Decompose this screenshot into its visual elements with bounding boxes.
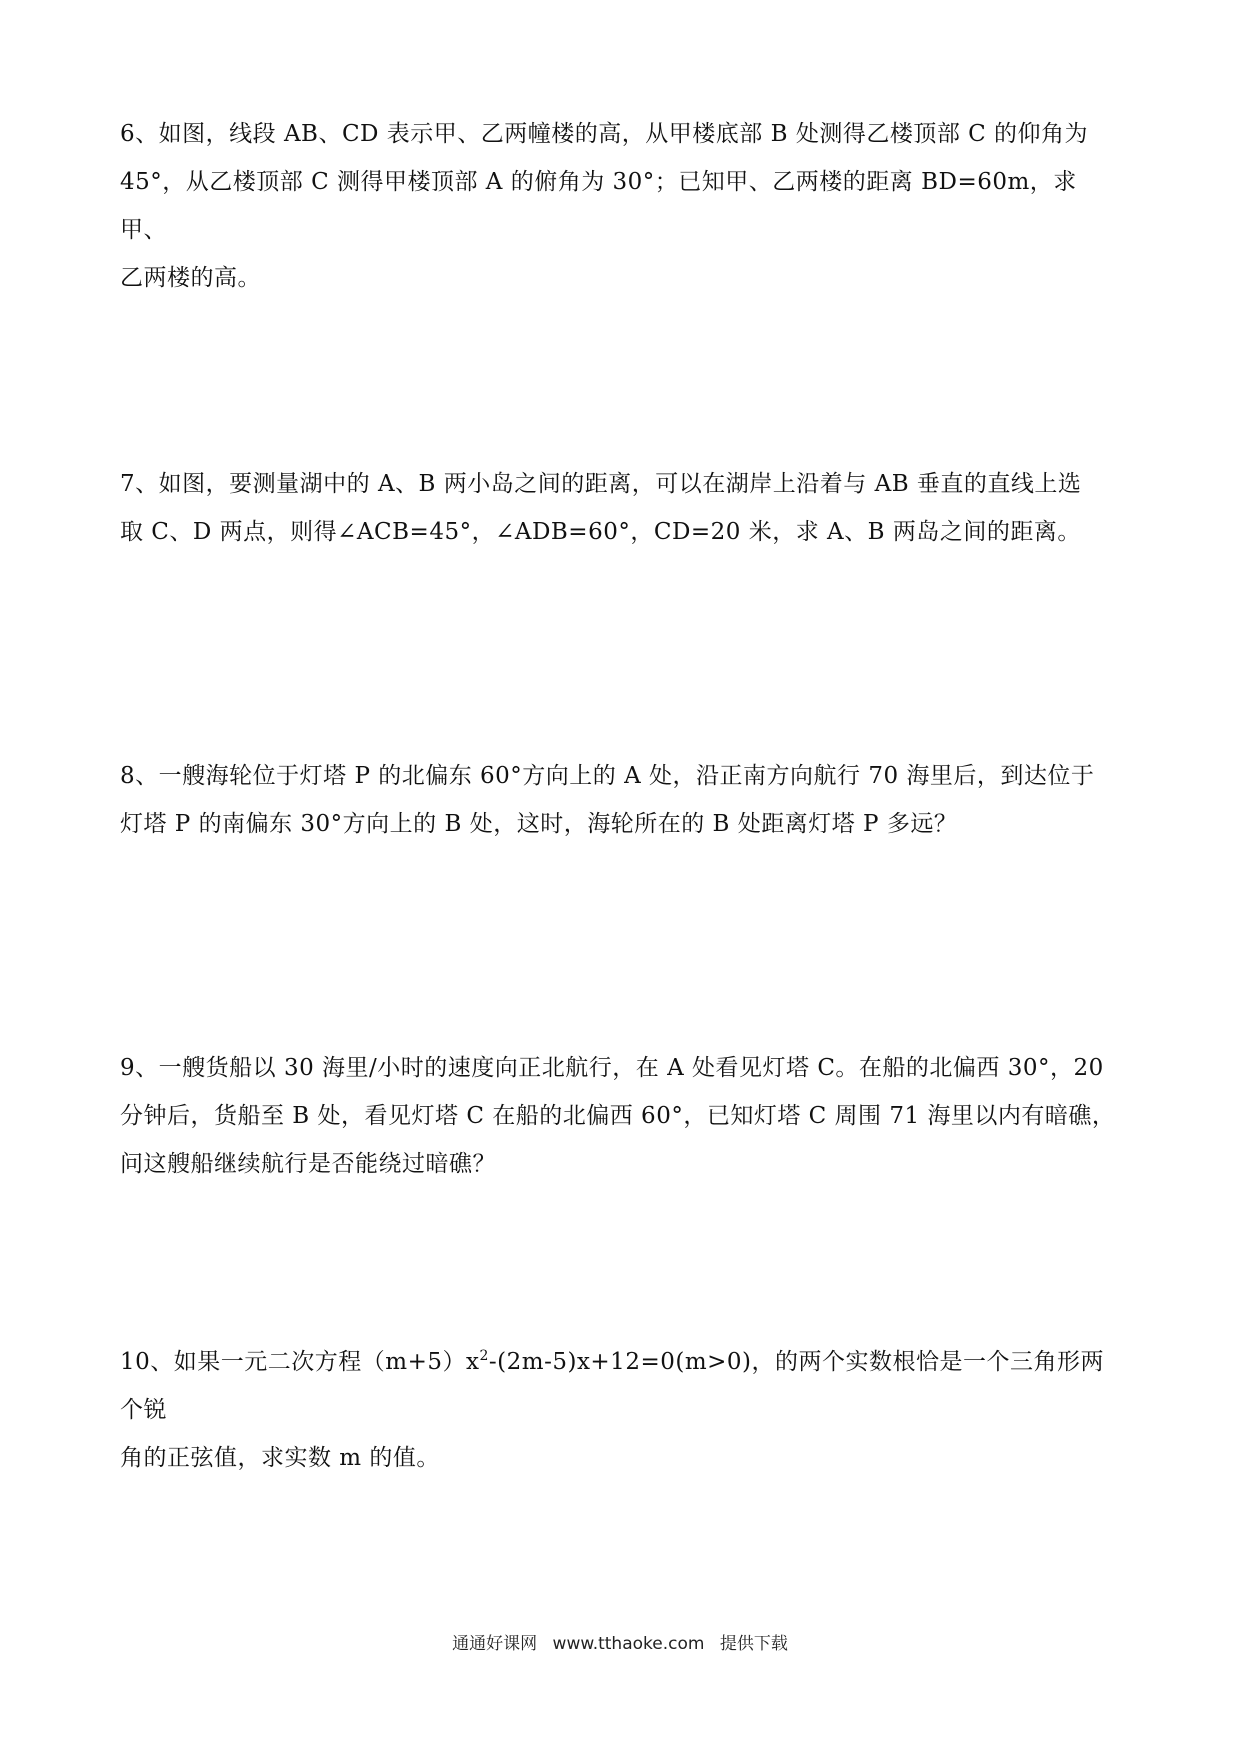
footer-suffix: 提供下载 [719,1634,788,1654]
problem-10-line-2: 角的正弦值，求实数 m 的值。 [120,1445,440,1471]
problem-8-line-2: 灯塔 P 的南偏东 30°方向上的 B 处，这时，海轮所在的 B 处距离灯塔 P 多远？ [120,811,958,837]
footer-url[interactable]: www.tthaoke.com [552,1634,705,1654]
problem-9 [120,1044,1120,1188]
problem-10-exponent: 2 [479,1348,489,1364]
problem-10-line-1 [120,1338,1120,1434]
problem-10-text-after-exponent: -(2m-5)x+12=0(m>0)，的两个实数根恰是一个三角形两个锐 [120,1349,1105,1423]
problem-8-line-1: 8、一艘海轮位于灯塔 P 的北偏东 60°方向上的 A 处，沿正南方向航行 70 海里后，到达位于 [120,763,1095,789]
problem-9-line-3: 问这艘船继续航行是否能绕过暗礁？ [120,1151,496,1177]
problem-10 [120,1338,1120,1482]
problem-6 [120,110,1120,302]
problem-9-line-2: 分钟后，货船至 B 处，看见灯塔 C 在船的北偏西 60°，已知灯塔 C 周围 71 海里以内有暗礁， [120,1103,1116,1129]
problem-8 [120,752,1120,848]
problem-6-line-1: 6、如图，线段 AB、CD 表示甲、乙两幢楼的高，从甲楼底部 B 处测得乙楼顶部 C 的仰角为 [120,121,1089,147]
problem-6-line-3: 乙两楼的高。 [120,265,261,291]
problem-7-line-1: 7、如图，要测量湖中的 A、B 两小岛之间的距离，可以在湖岸上沿着与 AB 垂直的直线上选 [120,471,1082,497]
page-footer [0,1632,1240,1656]
problem-9-line-1: 9、一艘货船以 30 海里/小时的速度向正北航行，在 A 处看见灯塔 C。在船的北偏西 30°，20 [120,1055,1104,1081]
footer-site-name: 通通好课网 [452,1634,538,1654]
problem-7-line-2: 取 C、D 两点，则得∠ACB=45°，∠ADB=60°，CD=20 米，求 A、B 两岛之间的距离。 [120,519,1081,545]
problem-7 [120,460,1120,556]
problem-10-text-before-exponent: 10、如果一元二次方程（m+5）x [120,1349,480,1375]
problem-6-line-2: 45°，从乙楼顶部 C 测得甲楼顶部 A 的俯角为 30°；已知甲、乙两楼的距离 BD=60m，求甲、 [120,169,1077,243]
